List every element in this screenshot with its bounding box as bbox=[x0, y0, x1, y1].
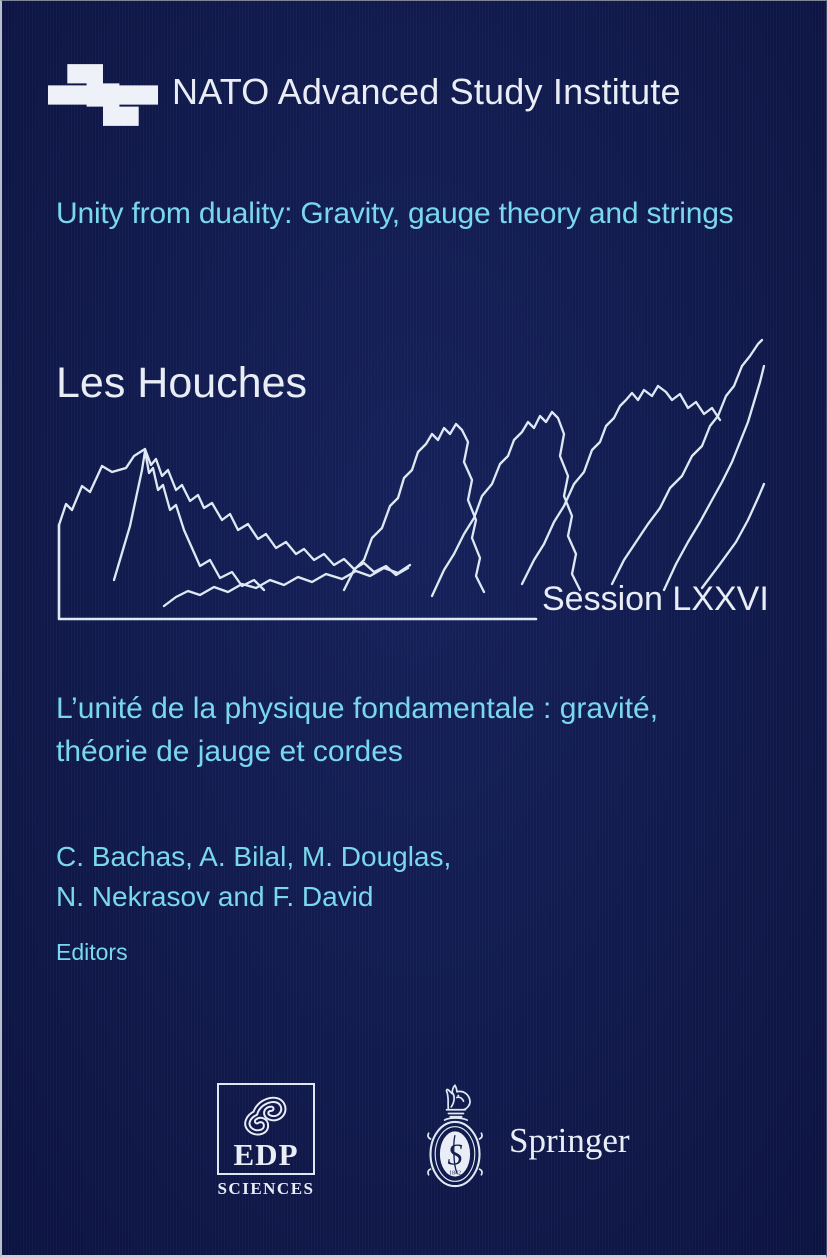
institute-label: NATO Advanced Study Institute bbox=[172, 71, 681, 112]
edp-sciences-logo bbox=[217, 1083, 315, 1199]
edp-subname: SCIENCES bbox=[217, 1179, 315, 1198]
springer-emblem-year: 1842 bbox=[448, 1170, 462, 1177]
edp-logo-box bbox=[217, 1083, 315, 1175]
editor-names-line2: N. Nekrasov and F. David bbox=[56, 881, 374, 912]
editor-names bbox=[56, 837, 451, 917]
editor-names-line1: C. Bachas, A. Bilal, M. Douglas, bbox=[56, 841, 452, 872]
title-french-line1: L’unité de la physique fondamentale : gravité, bbox=[56, 692, 659, 725]
edp-swirl-icon bbox=[234, 1090, 298, 1140]
edp-name: EDP bbox=[233, 1137, 299, 1172]
title-french bbox=[56, 687, 658, 773]
location-title: Les Houches bbox=[56, 359, 307, 407]
title-french-line2: théorie de jauge et cordes bbox=[56, 735, 403, 768]
springer-name: Springer bbox=[509, 1121, 630, 1160]
springer-knight-emblem-icon bbox=[422, 1080, 488, 1196]
nato-interlock-logo-icon bbox=[48, 62, 158, 128]
title-english: Unity from duality: Gravity, gauge theory and strings bbox=[56, 197, 734, 230]
session-label: Session LXXVI bbox=[542, 580, 769, 618]
springer-emblem-letter: S bbox=[447, 1137, 463, 1172]
editors-label: Editors bbox=[56, 939, 128, 965]
